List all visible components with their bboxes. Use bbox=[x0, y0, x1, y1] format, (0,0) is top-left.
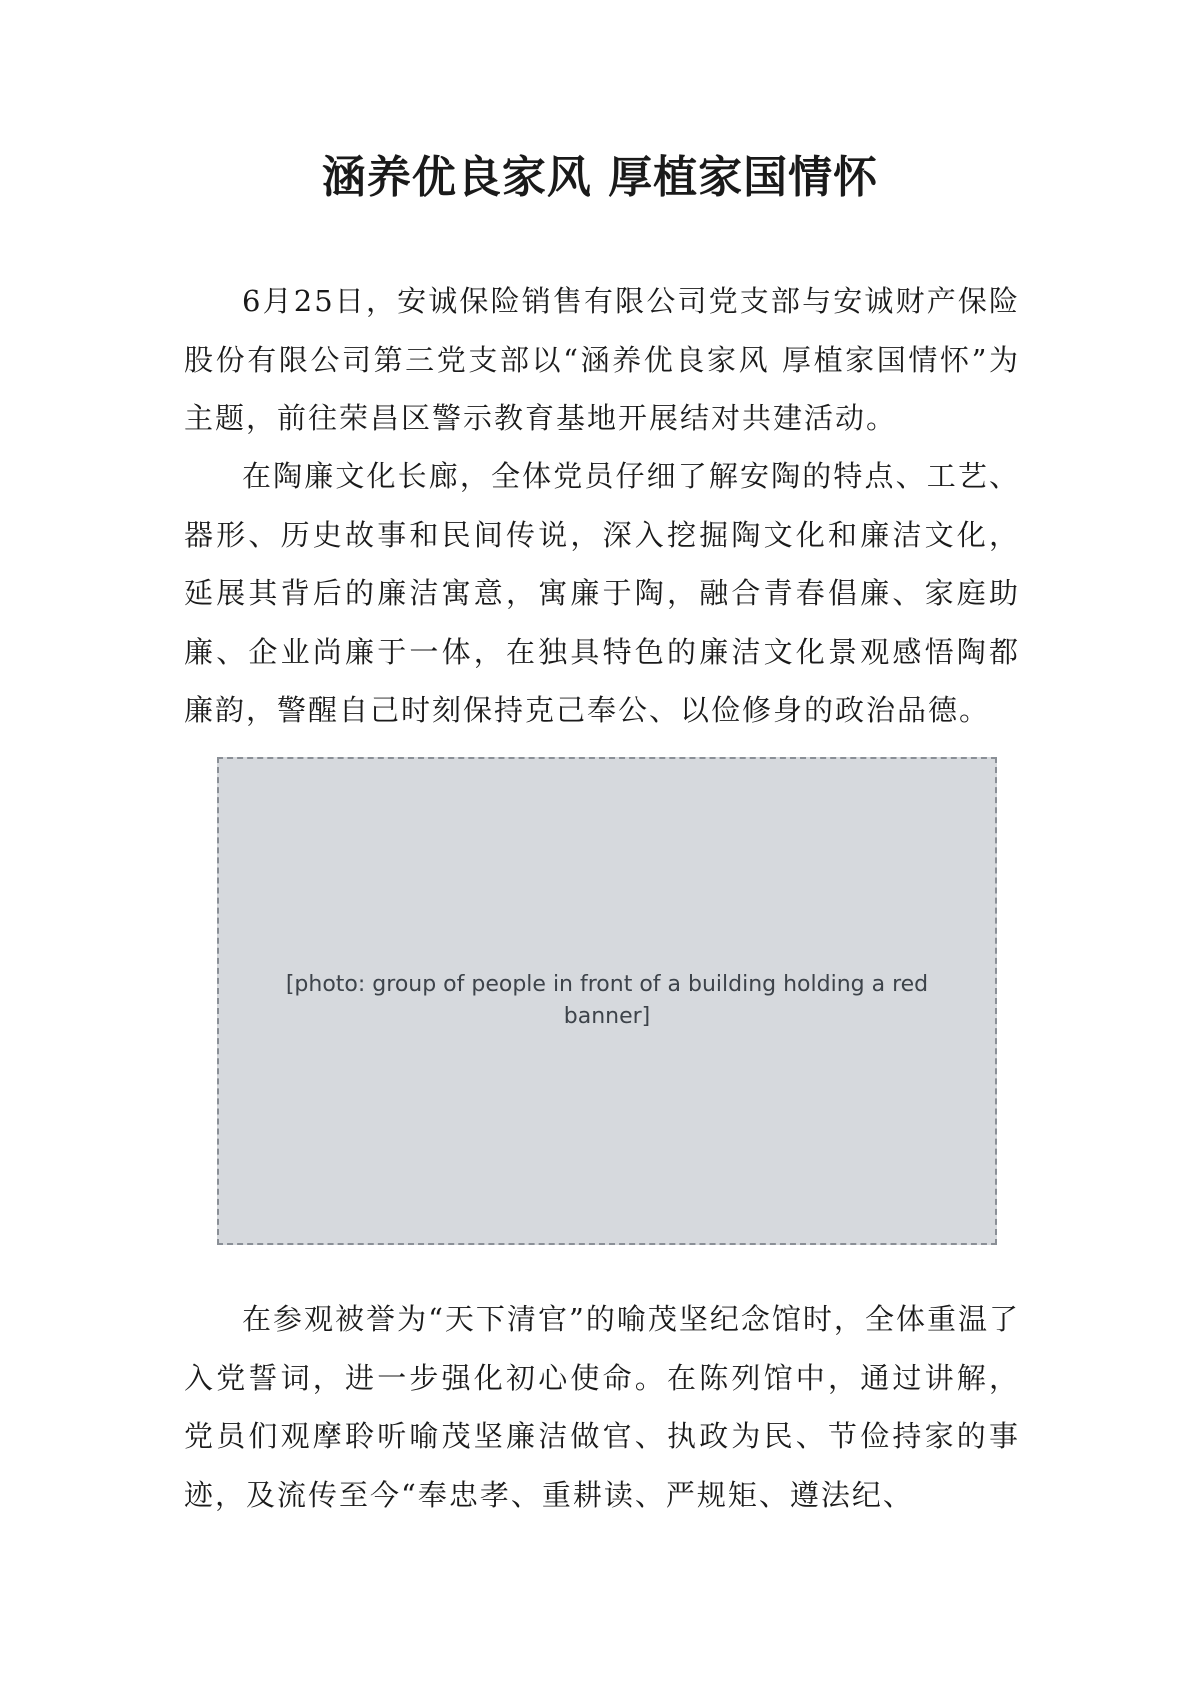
group-photo bbox=[217, 757, 997, 1245]
paragraph-3: 在参观被誉为“天下清官”的喻茂坚纪念馆时，全体重温了入党誓词，进一步强化初心使命。在陈列馆中，通过讲解，党员们观摩聆听喻茂坚廉洁做官、执政为民、节俭持家的事迹，及流传至今“奉忠孝、重耕读、严规矩、遵法纪、 bbox=[184, 1302, 1020, 1512]
paragraph-1: 6月25日，安诚保险销售有限公司党支部与安诚财产保险股份有限公司第三党支部以“涵养优良家风 厚植家国情怀”为主题，前往荣昌区警示教育基地开展结对共建活动。 bbox=[184, 284, 1020, 435]
photo-placeholder-label: [photo: group of people in front of a building holding a red banner] bbox=[285, 972, 929, 1029]
paragraph-2: 在陶廉文化长廊，全体党员仔细了解安陶的特点、工艺、器形、历史故事和民间传说，深入挖掘陶文化和廉洁文化，延展其背后的廉洁寓意，寓廉于陶，融合青春倡廉、家庭助廉、企业尚廉于一体，在独具特色的廉洁文化景观感悟陶都廉韵，警醒自己时刻保持克己奉公、以俭修身的政治品德。 bbox=[184, 459, 1020, 727]
page-title: 涵养优良家风 厚植家国情怀 bbox=[321, 152, 879, 203]
